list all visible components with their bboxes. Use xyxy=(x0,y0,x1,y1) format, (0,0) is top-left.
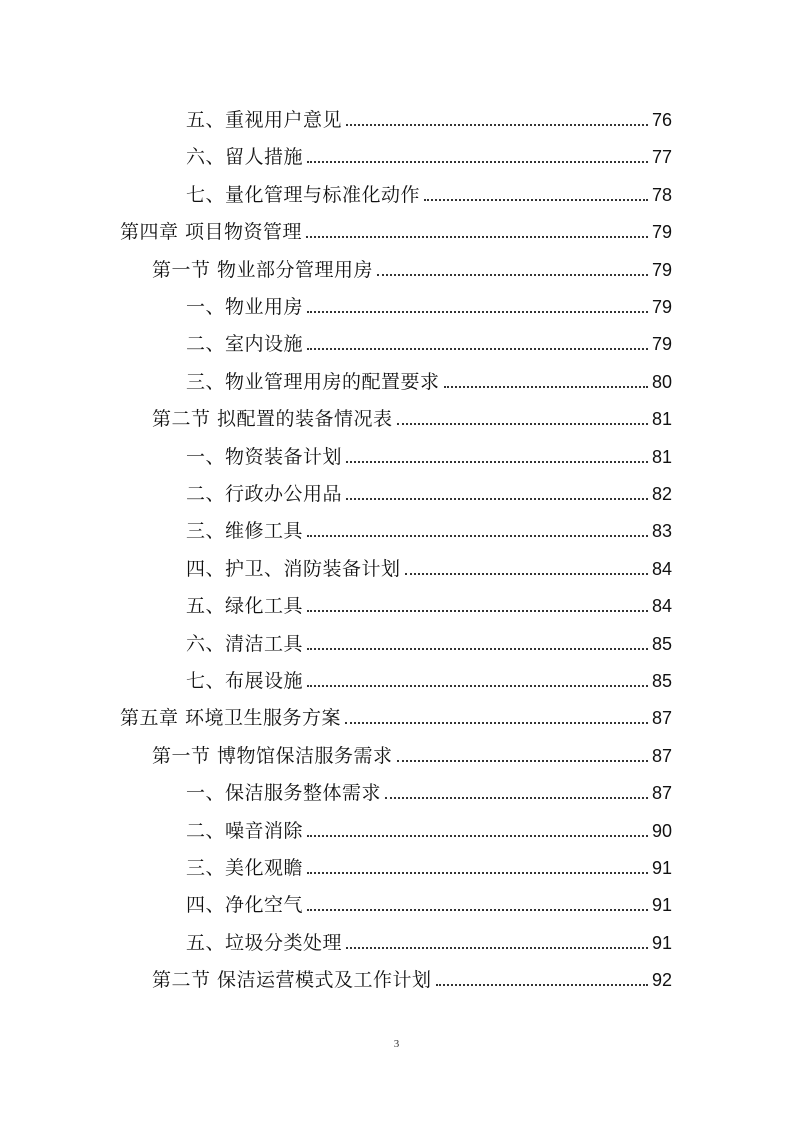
toc-entry[interactable] xyxy=(186,849,672,879)
toc-entry[interactable] xyxy=(186,886,672,916)
toc-entry[interactable] xyxy=(186,438,672,468)
toc-entry[interactable] xyxy=(186,325,672,355)
toc-entry-section[interactable] xyxy=(152,400,672,430)
toc-entry[interactable] xyxy=(186,363,672,393)
toc-dot-leader xyxy=(345,722,648,724)
toc-entry-chapter[interactable] xyxy=(120,213,672,243)
toc-entry-page: 87 xyxy=(651,745,672,766)
toc-entry-title: 二、行政办公用品 xyxy=(186,483,343,505)
toc-dot-leader xyxy=(307,648,648,650)
toc-entry[interactable] xyxy=(186,625,672,655)
toc-dot-leader xyxy=(307,535,648,537)
toc-dot-leader xyxy=(424,199,648,201)
toc-entry-section[interactable] xyxy=(152,251,672,281)
page-number: 3 xyxy=(393,1038,400,1050)
toc-entry-section[interactable] xyxy=(152,961,672,991)
toc-entry[interactable] xyxy=(186,812,672,842)
toc-entry-page: 78 xyxy=(651,184,672,205)
toc-entry-title: 二、室内设施 xyxy=(186,333,304,356)
toc-entry-page: 77 xyxy=(651,147,672,168)
toc-entry-page: 79 xyxy=(651,297,672,317)
toc-entry-page: 82 xyxy=(651,484,672,504)
toc-entry-title: 六、留人措施 xyxy=(186,146,304,169)
toc-dot-leader xyxy=(385,797,648,799)
toc-dot-leader xyxy=(405,573,648,575)
toc-entry-title: 一、物资装备计划 xyxy=(186,445,343,468)
toc-dot-leader xyxy=(346,461,648,463)
toc-entry-page: 92 xyxy=(651,970,672,991)
toc-entry[interactable] xyxy=(186,101,672,131)
toc-entry-page: 81 xyxy=(651,446,672,467)
toc-entry-title: 一、物业用房 xyxy=(186,296,304,318)
toc-entry-title: 三、美化观瞻 xyxy=(186,857,304,879)
toc-entry[interactable] xyxy=(186,587,672,617)
toc-entry-title: 五、重视用户意见 xyxy=(186,109,343,131)
toc-dot-leader xyxy=(307,872,648,874)
toc-dot-leader xyxy=(307,348,648,350)
toc-entry[interactable] xyxy=(186,475,672,505)
toc-entry-page: 85 xyxy=(651,633,672,654)
toc-entry-title: 四、净化空气 xyxy=(186,894,304,917)
toc-entry-page: 85 xyxy=(651,671,672,691)
toc-entry-title: 第四章 项目物资管理 xyxy=(120,221,303,244)
toc-entry-title: 四、护卫、消防装备计划 xyxy=(186,557,401,580)
toc-entry-page: 84 xyxy=(651,596,672,617)
toc-entry-chapter[interactable] xyxy=(120,699,672,729)
toc-entry-title: 一、保洁服务整体需求 xyxy=(186,782,382,805)
toc-entry-page: 79 xyxy=(651,259,672,280)
toc-entry-title: 第一节 物业部分管理用房 xyxy=(152,258,374,281)
toc-entry-title: 二、噪音消除 xyxy=(186,819,304,842)
toc-dot-leader xyxy=(307,909,648,911)
toc-entry-page: 76 xyxy=(651,110,672,130)
toc-entry-title: 三、物业管理用房的配置要求 xyxy=(186,370,440,393)
toc-entry-page: 87 xyxy=(651,708,672,729)
toc-dot-leader xyxy=(306,236,648,238)
toc-entry-title: 三、维修工具 xyxy=(186,520,304,543)
toc-entry[interactable] xyxy=(186,512,672,542)
toc-entry-page: 81 xyxy=(651,409,672,430)
toc-dot-leader xyxy=(397,423,648,425)
toc-entry-section[interactable] xyxy=(152,737,672,767)
toc-entry-title: 第一节 博物馆保洁服务需求 xyxy=(152,744,393,767)
toc-dot-leader xyxy=(307,610,648,612)
toc-entry[interactable] xyxy=(186,288,672,318)
toc-entry-title: 第二节 保洁运营模式及工作计划 xyxy=(152,969,432,992)
toc-entry[interactable] xyxy=(186,774,672,804)
toc-dot-leader xyxy=(397,760,648,762)
toc-entry-page: 79 xyxy=(651,222,672,243)
toc-entry-title: 五、绿化工具 xyxy=(186,595,304,618)
toc-dot-leader xyxy=(346,124,648,126)
toc-entry-title: 第五章 环境卫生服务方案 xyxy=(120,707,342,730)
toc-entry[interactable] xyxy=(186,550,672,580)
toc-dot-leader xyxy=(307,311,648,313)
toc-entry-page: 83 xyxy=(651,521,672,542)
toc-entry-title: 七、布展设施 xyxy=(186,670,304,692)
toc-entry-title: 七、量化管理与标准化动作 xyxy=(186,183,421,206)
toc-entry-page: 91 xyxy=(651,895,672,916)
toc-entry-title: 六、清洁工具 xyxy=(186,632,304,655)
toc-dot-leader xyxy=(346,947,648,949)
toc-dot-leader xyxy=(307,161,648,163)
toc-entry[interactable] xyxy=(186,138,672,168)
toc-entry[interactable] xyxy=(186,924,672,954)
toc-entry-page: 91 xyxy=(651,932,672,953)
toc-dot-leader xyxy=(444,386,648,388)
toc-entry-page: 91 xyxy=(651,858,672,878)
toc-entry[interactable] xyxy=(186,176,672,206)
toc-entry-page: 90 xyxy=(651,820,672,841)
toc-entry-page: 87 xyxy=(651,783,672,804)
toc-entry-page: 84 xyxy=(651,558,672,579)
toc-entry[interactable] xyxy=(186,662,672,692)
toc-dot-leader xyxy=(436,984,648,986)
toc-entry-title: 五、垃圾分类处理 xyxy=(186,931,343,954)
toc-entry-page: 80 xyxy=(651,371,672,392)
toc-dot-leader xyxy=(307,685,648,687)
toc-dot-leader xyxy=(346,498,648,500)
toc-entry-title: 第二节 拟配置的装备情况表 xyxy=(152,408,393,431)
toc-dot-leader xyxy=(307,835,648,837)
toc-entry-page: 79 xyxy=(651,334,672,355)
toc-dot-leader xyxy=(377,274,648,276)
